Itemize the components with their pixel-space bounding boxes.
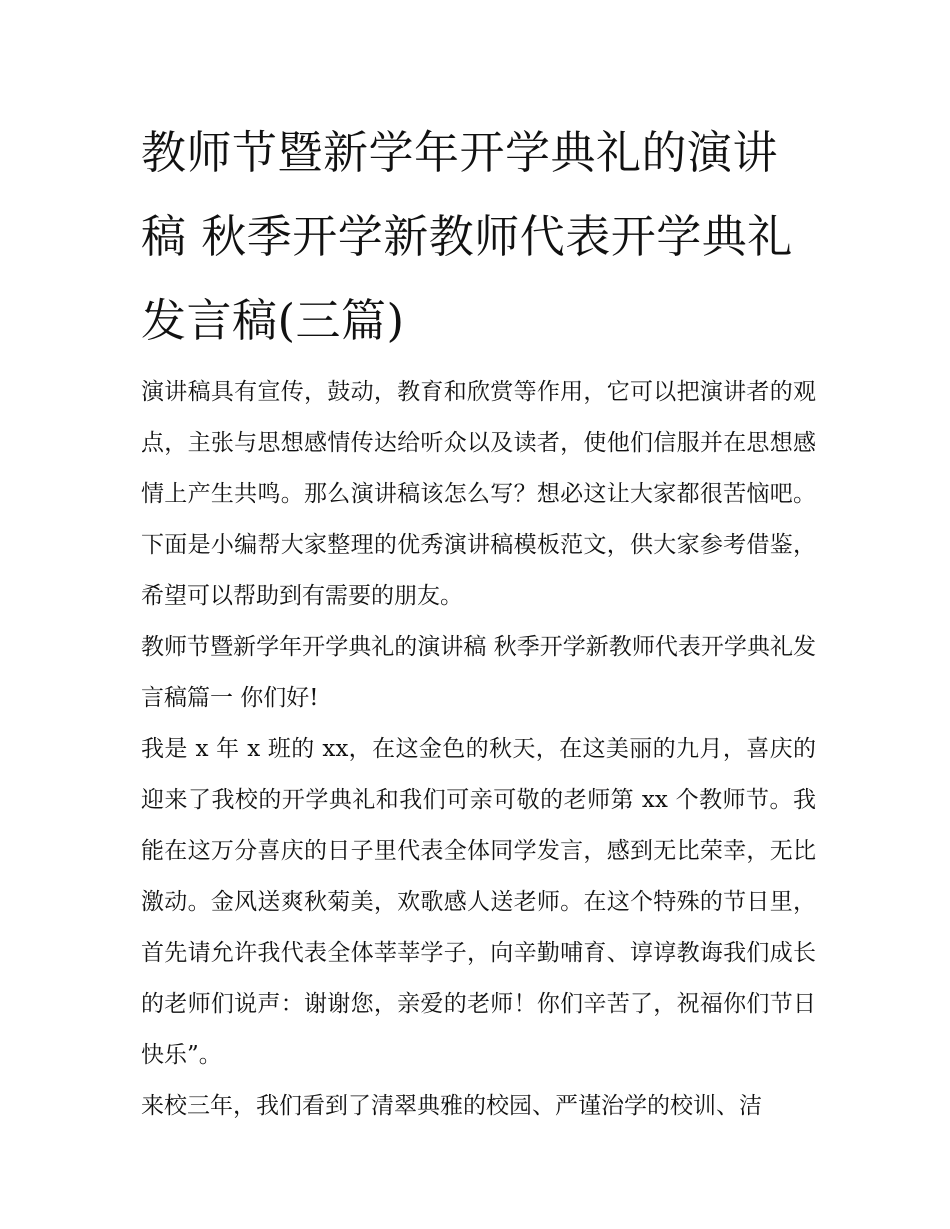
speech-paragraph-continued: 来校三年，我们看到了清翠典雅的校园、严谨治学的校训、洁 [141,1093,762,1119]
document-body [141,367,816,1132]
intro-paragraph: 演讲稿具有宣传，鼓动，教育和欣赏等作用，它可以把演讲者的观点，主张与思想感情传达给听众以及读者，使他们信服并在思想感情上产生共鸣。那么演讲稿该怎么写？想必这让大家都很苦恼吧。下面是小编帮大家整理的优秀演讲稿模板范文，供大家参考借鉴，希望可以帮助到有需要的朋友。 [141,379,816,609]
section-heading-paragraph: 教师节暨新学年开学典礼的演讲稿 秋季开学新教师代表开学典礼发言稿篇一 你们好! [141,634,816,711]
document-title: 教师节暨新学年开学典礼的演讲稿 秋季开学新教师代表开学典礼发言稿(三篇) [141,126,793,347]
speech-paragraph: 我是 x 年 x 班的 xx，在这金色的秋天，在这美丽的九月，喜庆的迎来了我校的开学典礼和我们可亲可敬的老师第 xx 个教师节。我能在这万分喜庆的日子里代表全体同学发言，感到无比荣幸，无比激动。金风送爽秋菊美，欢歌感人送老师。在这个特殊的节日里，首先请允许我代表全体莘莘学子，向辛勤哺育、谆谆教诲我们成长的老师们说声：谢谢您，亲爱的老师！你们辛苦了，祝福你们节日快乐”。 [141,736,816,1068]
document-page [141,111,816,1132]
